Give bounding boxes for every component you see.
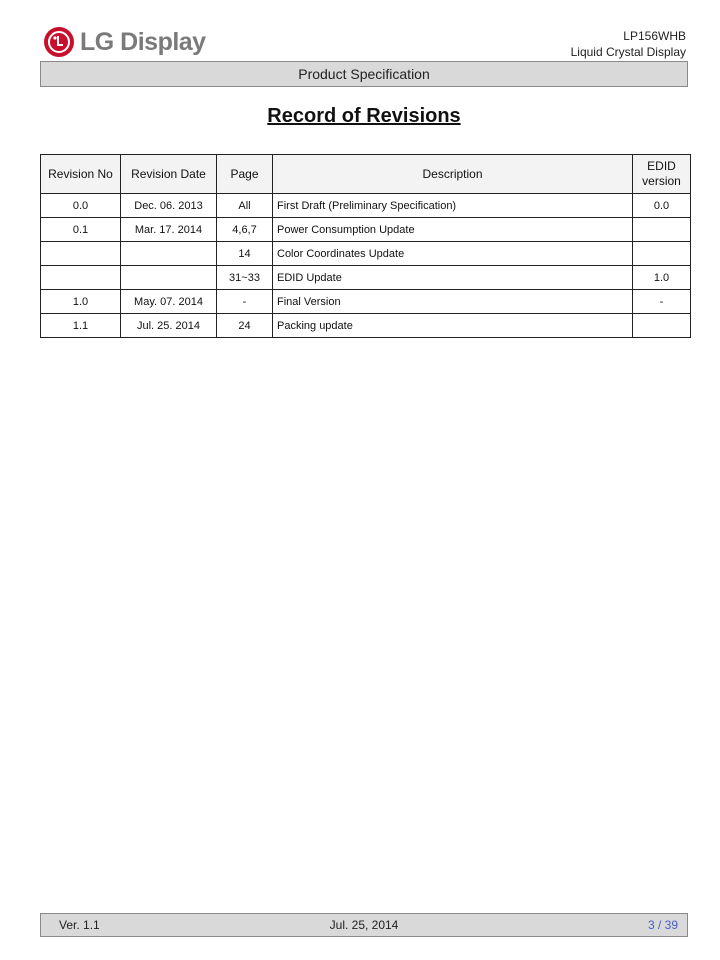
cell-edid	[633, 218, 691, 242]
model-info	[571, 28, 686, 60]
cell-rev: 0.0	[41, 194, 121, 218]
cell-edid: 0.0	[633, 194, 691, 218]
cell-edid	[633, 314, 691, 338]
cell-rev: 1.0	[41, 290, 121, 314]
logo-text: LG Display	[80, 27, 206, 56]
page-footer	[40, 913, 688, 937]
cell-date	[121, 266, 217, 290]
cell-page: 14	[217, 242, 273, 266]
cell-page: 31~33	[217, 266, 273, 290]
model-number: LP156WHB	[623, 29, 686, 43]
cell-page: All	[217, 194, 273, 218]
table-row	[41, 314, 691, 338]
cell-date: Dec. 06. 2013	[121, 194, 217, 218]
revision-table	[40, 154, 691, 338]
table-row	[41, 242, 691, 266]
cell-rev: 0.1	[41, 218, 121, 242]
product-type: Liquid Crystal Display	[570, 45, 686, 59]
col-description: Description	[273, 155, 633, 194]
cell-edid	[633, 242, 691, 266]
cell-rev	[41, 266, 121, 290]
page-title: Record of Revisions	[267, 105, 461, 127]
cell-date: May. 07. 2014	[121, 290, 217, 314]
col-edid-version: EDID version	[633, 155, 691, 194]
section-header: Product Specification	[40, 61, 688, 87]
footer-version: Ver. 1.1	[59, 918, 100, 932]
cell-page: 24	[217, 314, 273, 338]
table-header-row	[41, 155, 691, 194]
cell-rev: 1.1	[41, 314, 121, 338]
lg-display-logo	[44, 27, 206, 57]
table-row	[41, 218, 691, 242]
table-row	[41, 290, 691, 314]
cell-desc: Power Consumption Update	[273, 218, 633, 242]
footer-page-number: 3 / 39	[647, 918, 678, 932]
footer-date: Jul. 25, 2014	[329, 918, 399, 932]
col-revision-no: Revision No	[41, 155, 121, 194]
cell-date	[121, 242, 217, 266]
col-page: Page	[217, 155, 273, 194]
table-row	[41, 266, 691, 290]
cell-date: Mar. 17. 2014	[121, 218, 217, 242]
cell-edid: -	[633, 290, 691, 314]
cell-desc: Color Coordinates Update	[273, 242, 633, 266]
cell-desc: Final Version	[273, 290, 633, 314]
cell-page: 4,6,7	[217, 218, 273, 242]
table-row	[41, 194, 691, 218]
cell-rev	[41, 242, 121, 266]
col-revision-date: Revision Date	[121, 155, 217, 194]
lg-face-icon	[44, 27, 74, 57]
cell-date: Jul. 25. 2014	[121, 314, 217, 338]
cell-desc: First Draft (Preliminary Specification)	[273, 194, 633, 218]
cell-desc: EDID Update	[273, 266, 633, 290]
cell-page: -	[217, 290, 273, 314]
cell-desc: Packing update	[273, 314, 633, 338]
cell-edid: 1.0	[633, 266, 691, 290]
